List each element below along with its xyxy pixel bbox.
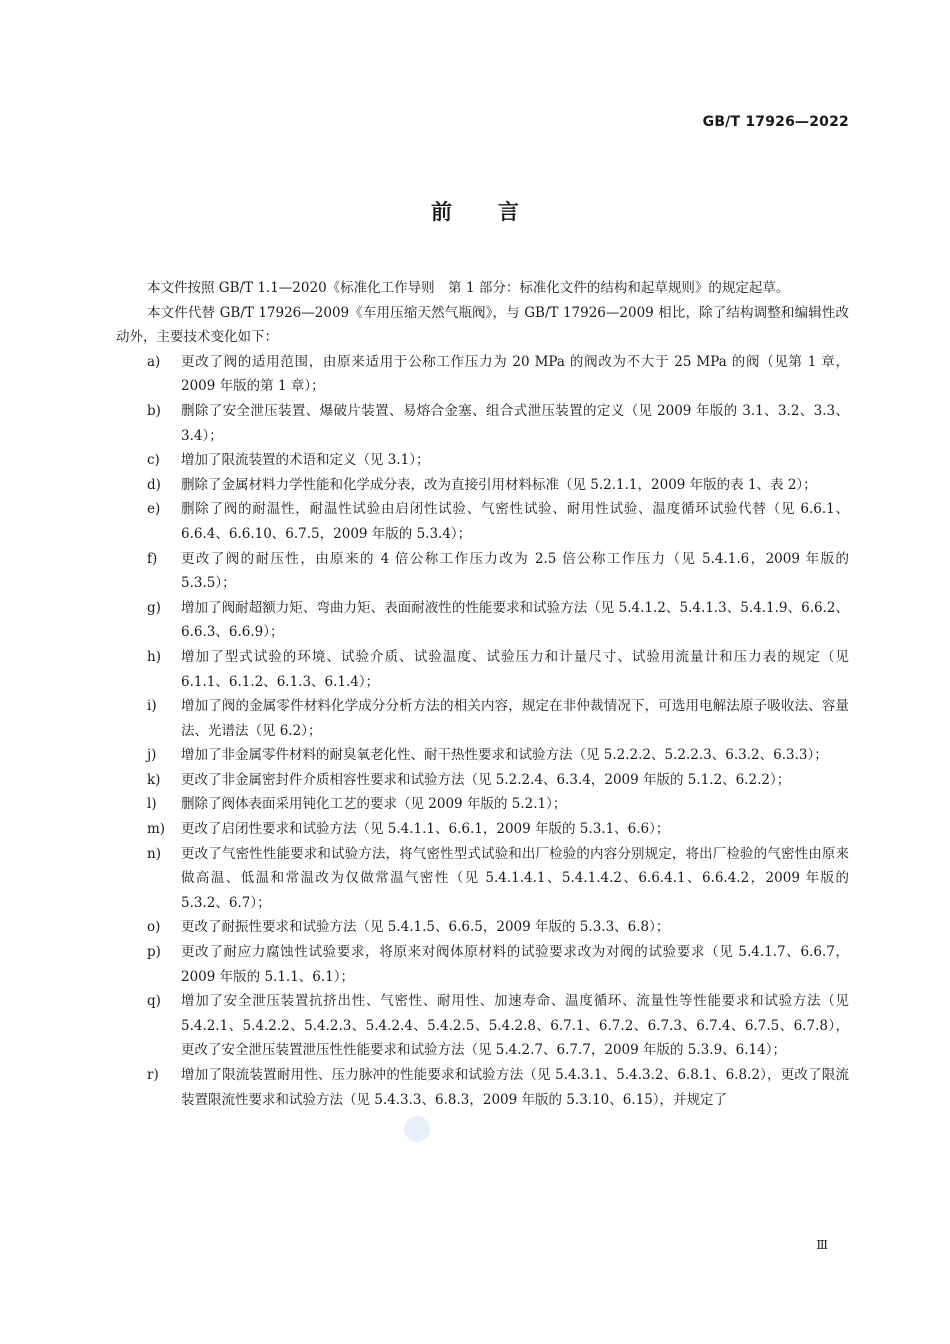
list-item [116,940,849,989]
list-item-text: 更改了非金属密封件介质相容性要求和试验方法（见 5.2.2.4、6.3.4，2009 年版的 5.1.2、6.2.2）； [181,771,791,788]
list-item-label: i) [147,698,157,715]
list-item [116,792,849,817]
list-item [116,399,849,448]
list-item [116,596,849,645]
list-item [116,497,849,546]
list-item [116,989,849,1063]
list-item-text: 删除了金属材料力学性能和化学成分表，改为直接引用材料标准（见 5.2.1.1，2009 年版的表 1、表 2）； [181,476,817,493]
list-item-text: 增加了安全泄压装置抗挤出性、气密性、耐用性、加速寿命、温度循环、流量性等性能要求和试验方法（见 5.4.2.1、5.4.2.2、5.4.2.3、5.4.2.4、5.4.2.5、5.4.2.8、6.7.1、6.7.2、6.7.3、6.7.4、6.7.5、6.7.8），更改了安全泄压装置泄压性性能要求和试验方法（见 5.4.2.7、6.7.7，2009 年版的 5.3.9、6.14）； [181,993,849,1059]
list-item-label: e) [147,501,161,518]
list-item-text: 更改了阀的适用范围，由原来适用于公称工作压力为 20 MPa 的阀改为不大于 25 MPa 的阀（见第 1 章，2009 年版的第 1 章）； [181,353,849,395]
list-item-label: b) [147,402,161,419]
list-item [116,547,849,596]
list-item-text: 删除了安全泄压装置、爆破片装置、易熔合金塞、组合式泄压装置的定义（见 2009 年版的 3.1、3.2、3.3、3.4）； [181,402,849,444]
list-item-label: d) [147,476,161,493]
list-item-label: j) [147,747,157,764]
list-item-label: m) [147,821,166,838]
list-item [116,1063,849,1112]
standard-number: GB/T 17926—2022 [702,114,849,130]
list-item-text: 删除了阀的耐温性，耐温性试验由启闭性试验、气密性试验、耐用性试验、温度循环试验代替（见 6.6.1、6.6.4、6.6.10、6.7.5，2009 年版的 5.3.4）； [181,501,849,542]
list-item-text: 更改了耐应力腐蚀性试验要求，将原来对阀体原材料的试验要求改为对阀的试验要求（见 5.4.1.7、6.6.7，2009 年版的 5.1.1、6.1）； [181,944,849,985]
list-item-label: c) [147,452,160,469]
paragraph: 本文件按照 GB/T 1.1—2020《标准化工作导则 第 1 部分：标准化文件的结构和起草规则》的规定起草。 [147,280,790,296]
list-item-text: 更改了启闭性要求和试验方法（见 5.4.1.1、6.6.1，2009 年版的 5.3.1、6.6）； [181,821,670,838]
page-number: Ⅲ [816,1238,828,1252]
list-item-label: r) [147,1067,159,1083]
list-item-text: 增加了限流装置耐用性、压力脉冲的性能要求和试验方法（见 5.4.3.1、5.4.3.2、6.8.1、6.8.2），更改了限流装置限流性要求和试验方法（见 5.4.3.3、6.8.3，2009 年版的 5.3.10、6.15），并规定了 [181,1067,849,1108]
list-item [116,645,849,694]
list-item-label: o) [147,919,161,936]
list-item [116,473,849,498]
list-item-label: q) [147,993,161,1010]
change-list [116,350,849,1112]
list-item [116,448,849,473]
document-body [116,276,849,1112]
list-item-label: f) [147,550,158,567]
list-item [116,350,849,399]
list-item-label: a) [147,353,161,370]
page-title: 前言 [431,200,565,224]
watermark-mark [404,1116,430,1142]
list-item [116,915,849,940]
list-item-text: 增加了阀的金属零件材料化学成分分析方法的相关内容，规定在非仲裁情况下，可选用电解法原子吸收法、容量法、光谱法（见 6.2）； [181,698,849,739]
list-item-label: l) [147,796,157,813]
list-item-label: n) [147,845,161,862]
list-item-text: 增加了非金属零件材料的耐臭氧老化性、耐干热性要求和试验方法（见 5.2.2.2、5.2.2.3、6.3.2、6.3.3）； [181,747,828,764]
paragraph: 本文件代替 GB/T 17926—2009《车用压缩天然气瓶阀》，与 GB/T 17926—2009 相比，除了结构调整和编辑性改动外，主要技术变化如下： [116,304,849,346]
list-item [116,694,849,743]
list-item-text: 增加了阀耐超额力矩、弯曲力矩、表面耐液性的性能要求和试验方法（见 5.4.1.2、5.4.1.3、5.4.1.9、6.6.2、6.6.3、6.6.9）； [181,599,849,641]
list-item-text: 删除了阀体表面采用钝化工艺的要求（见 2009 年版的 5.2.1）； [181,796,567,813]
list-item-label: g) [147,599,161,616]
list-item-text: 增加了限流装置的术语和定义（见 3.1）； [181,452,430,469]
list-item [116,768,849,793]
list-item-text: 更改了耐振性要求和试验方法（见 5.4.1.5、6.6.5，2009 年版的 5.3.3、6.8）； [181,919,670,936]
list-item-label: h) [147,648,161,665]
list-item-text: 增加了型式试验的环境、试验介质、试验温度、试验压力和计量尺寸、试验用流量计和压力表的规定（见 6.1.1、6.1.2、6.1.3、6.1.4）； [181,648,849,690]
list-item-label: k) [147,771,161,788]
list-item-text: 更改了气密性性能要求和试验方法，将气密性型式试验和出厂检验的内容分别规定，将出厂检验的气密性由原来做高温、低温和常温改为仅做常温气密性（见 5.4.1.4.1、5.4.1.4.2、6.6.4.1、6.6.4.2，2009 年版的 5.3.2、6.7）； [181,845,849,911]
list-item-text: 更改了阀的耐压性，由原来的 4 倍公称工作压力改为 2.5 倍公称工作压力（见 5.4.1.6，2009 年版的 5.3.5）； [181,550,849,592]
list-item [116,817,849,842]
list-item-label: p) [147,944,161,961]
list-item [116,842,849,916]
list-item [116,743,849,768]
